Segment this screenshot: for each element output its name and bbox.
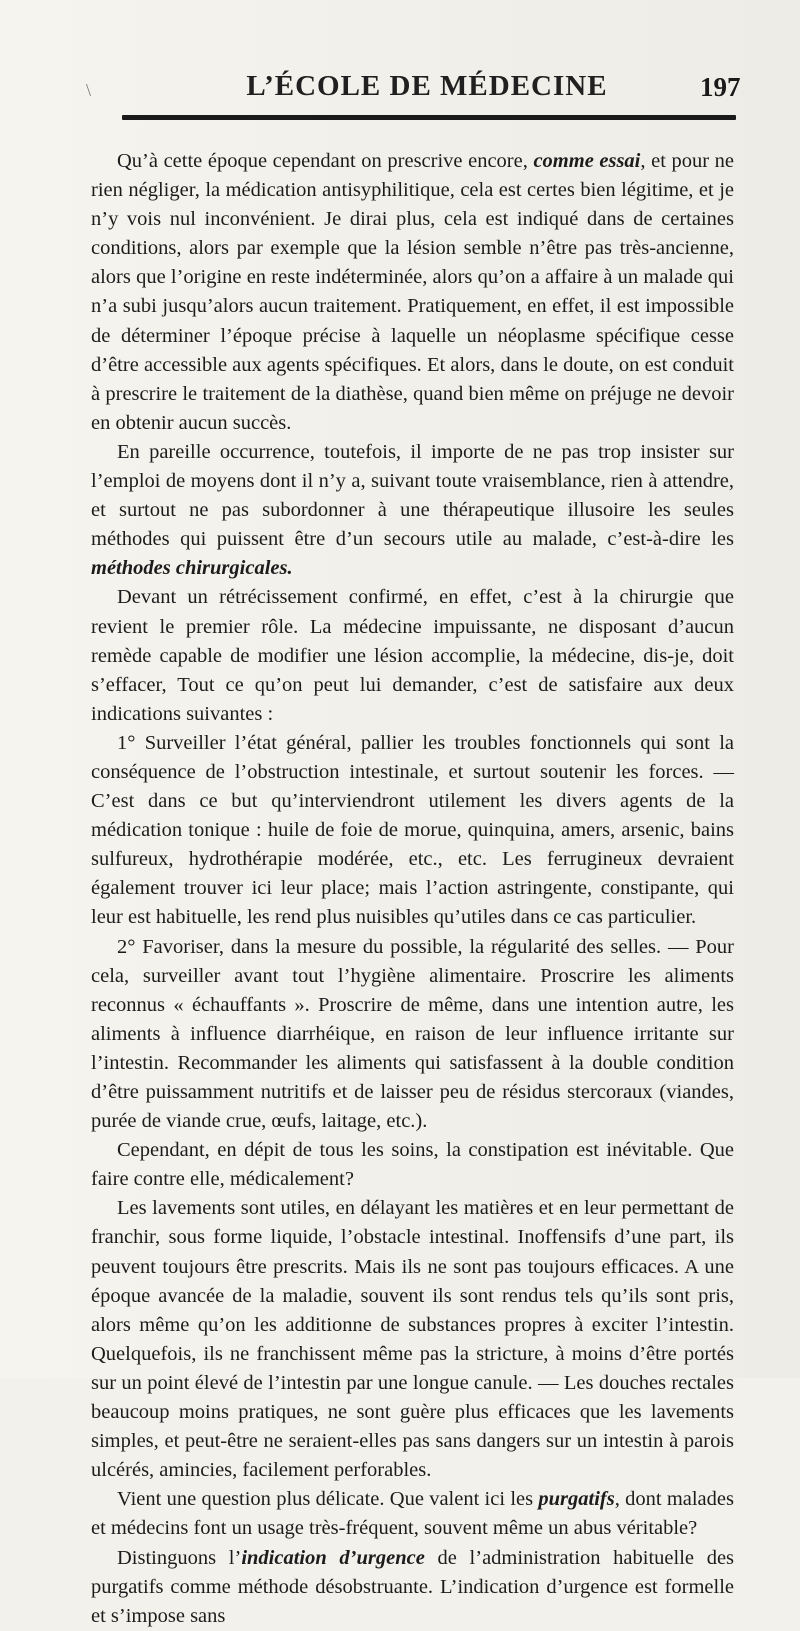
- paragraph: 2° Favoriser, dans la mesure du possible, la régularité des selles. — Pour cela, surveiller avant tout l’hygiène alimentaire. Proscrire les aliments reconnus « échauffants ». Proscrire de même, dans une intention autre, les aliments à influence diarrhéique, en raison de leur influence irritante sur l’intestin. Recommander les aliments qui satisfassent à la double condition d’être puissamment nutritifs et de laisser peu de résidus stercoraux (viandes, purée de viande crue, œufs, laitage, etc.).: [91, 935, 734, 1133]
- paragraph: Distinguons l’indication d’urgence de l’administration habituelle des purgatifs comme méthode désobstruante. L’indication d’urgence est formelle et s’impose sans: [91, 1546, 735, 1627]
- paragraph: En pareille occurrence, toutefois, il importe de ne pas trop insister sur l’emploi de moyens dont il n’y a, suivant toute vraisemblance, rien à attendre, et surtout ne pas subordonner à une thérapeutique illusoire les seules méthodes qui puissent être d’un secours utile au malade, c’est-à-dire les méthodes chirurgicales.: [91, 440, 734, 580]
- paragraph: 1° Surveiller l’état général, pallier les troubles fonctionnels qui sont la conséquence de l’obstruction intestinale, et surtout soutenir les forces. — C’est dans ce but qu’interviendront utilement les divers agents de la médication tonique : huile de foie de morue, quinquina, amers, arsenic, bains sulfureux, hydrothérapie modérée, etc., etc. Les ferrugineux devraient également trouver ici leur place; mais l’action astringente, constipante, qui leur est habituelle, les rend plus nuisibles qu’utiles dans ce cas particulier.: [91, 731, 734, 929]
- paragraph: Cependant, en dépit de tous les soins, la constipation est inévitable. Que faire contre elle, médicalement?: [91, 1139, 734, 1191]
- page-header: [0, 66, 800, 106]
- body-text: [91, 147, 734, 1631]
- running-title: L’ÉCOLE DE MÉDECINE: [246, 70, 608, 102]
- paragraph: Les lavements sont utiles, en délayant les matières et en leur permettant de franchir, sous forme liquide, l’obstacle intestinal. Inoffensifs d’une part, ils peuvent toujours être prescrits. Mais ils ne sont pas toujours efficaces. A une époque avancée de la maladie, souvent ils sont rendus tels qu’ils sont pris, alors même qu’on les additionne de substances propres à exciter l’intestin. Quelquefois, ils ne franchissent même pas la stricture, à moins d’être portés sur un point élevé de l’intestin par une longue canule. — Les douches rectales beaucoup moins pratiques, ne sont guère plus efficaces que les lavements simples, et peut-être ne seraient-elles pas sans dangers sur un intestin à parois ulcérés, amincies, facilement perforables.: [91, 1197, 734, 1482]
- paragraph: Devant un rétrécissement confirmé, en effet, c’est à la chirurgie que revient le premier rôle. La médecine impuissante, ne disposant d’aucun remède capable de modifier une lésion accomplie, la médecine, dis-je, doit s’effacer, Tout ce qu’on peut lui demander, c’est de satisfaire aux deux indications suivantes :: [91, 586, 734, 725]
- paragraph: Vient une question plus délicate. Que valent ici les purgatifs, dont malades et médecins font un usage très-fréquent, souvent même un abus véritable?: [91, 1488, 734, 1540]
- paragraph: Qu’à cette époque cependant on prescrive encore, comme essai, et pour ne rien négliger, la médication antisyphilitique, cela est certes bien légitime, et je n’y vois nul inconvénient. Je dirai plus, cela est indiqué dans de certaines conditions, alors par exemple que la lésion semble n’être pas très-ancienne, alors que l’origine en reste indéterminée, alors qu’on a affaire à un malade qui n’a subi jusqu’alors aucun traitement. Pratiquement, en effet, il est impossible de déterminer l’époque précise à laquelle un néoplasme spécifique cesse d’être accessible aux agents spécifiques. Et alors, dans le doute, on est conduit à prescrire le traitement de la diathèse, quand bien même on préjuge ne devoir en obtenir aucun succès.: [91, 150, 734, 434]
- page-number: 197: [700, 72, 741, 102]
- header-rule: [122, 115, 736, 120]
- margin-mark: \: [86, 80, 92, 100]
